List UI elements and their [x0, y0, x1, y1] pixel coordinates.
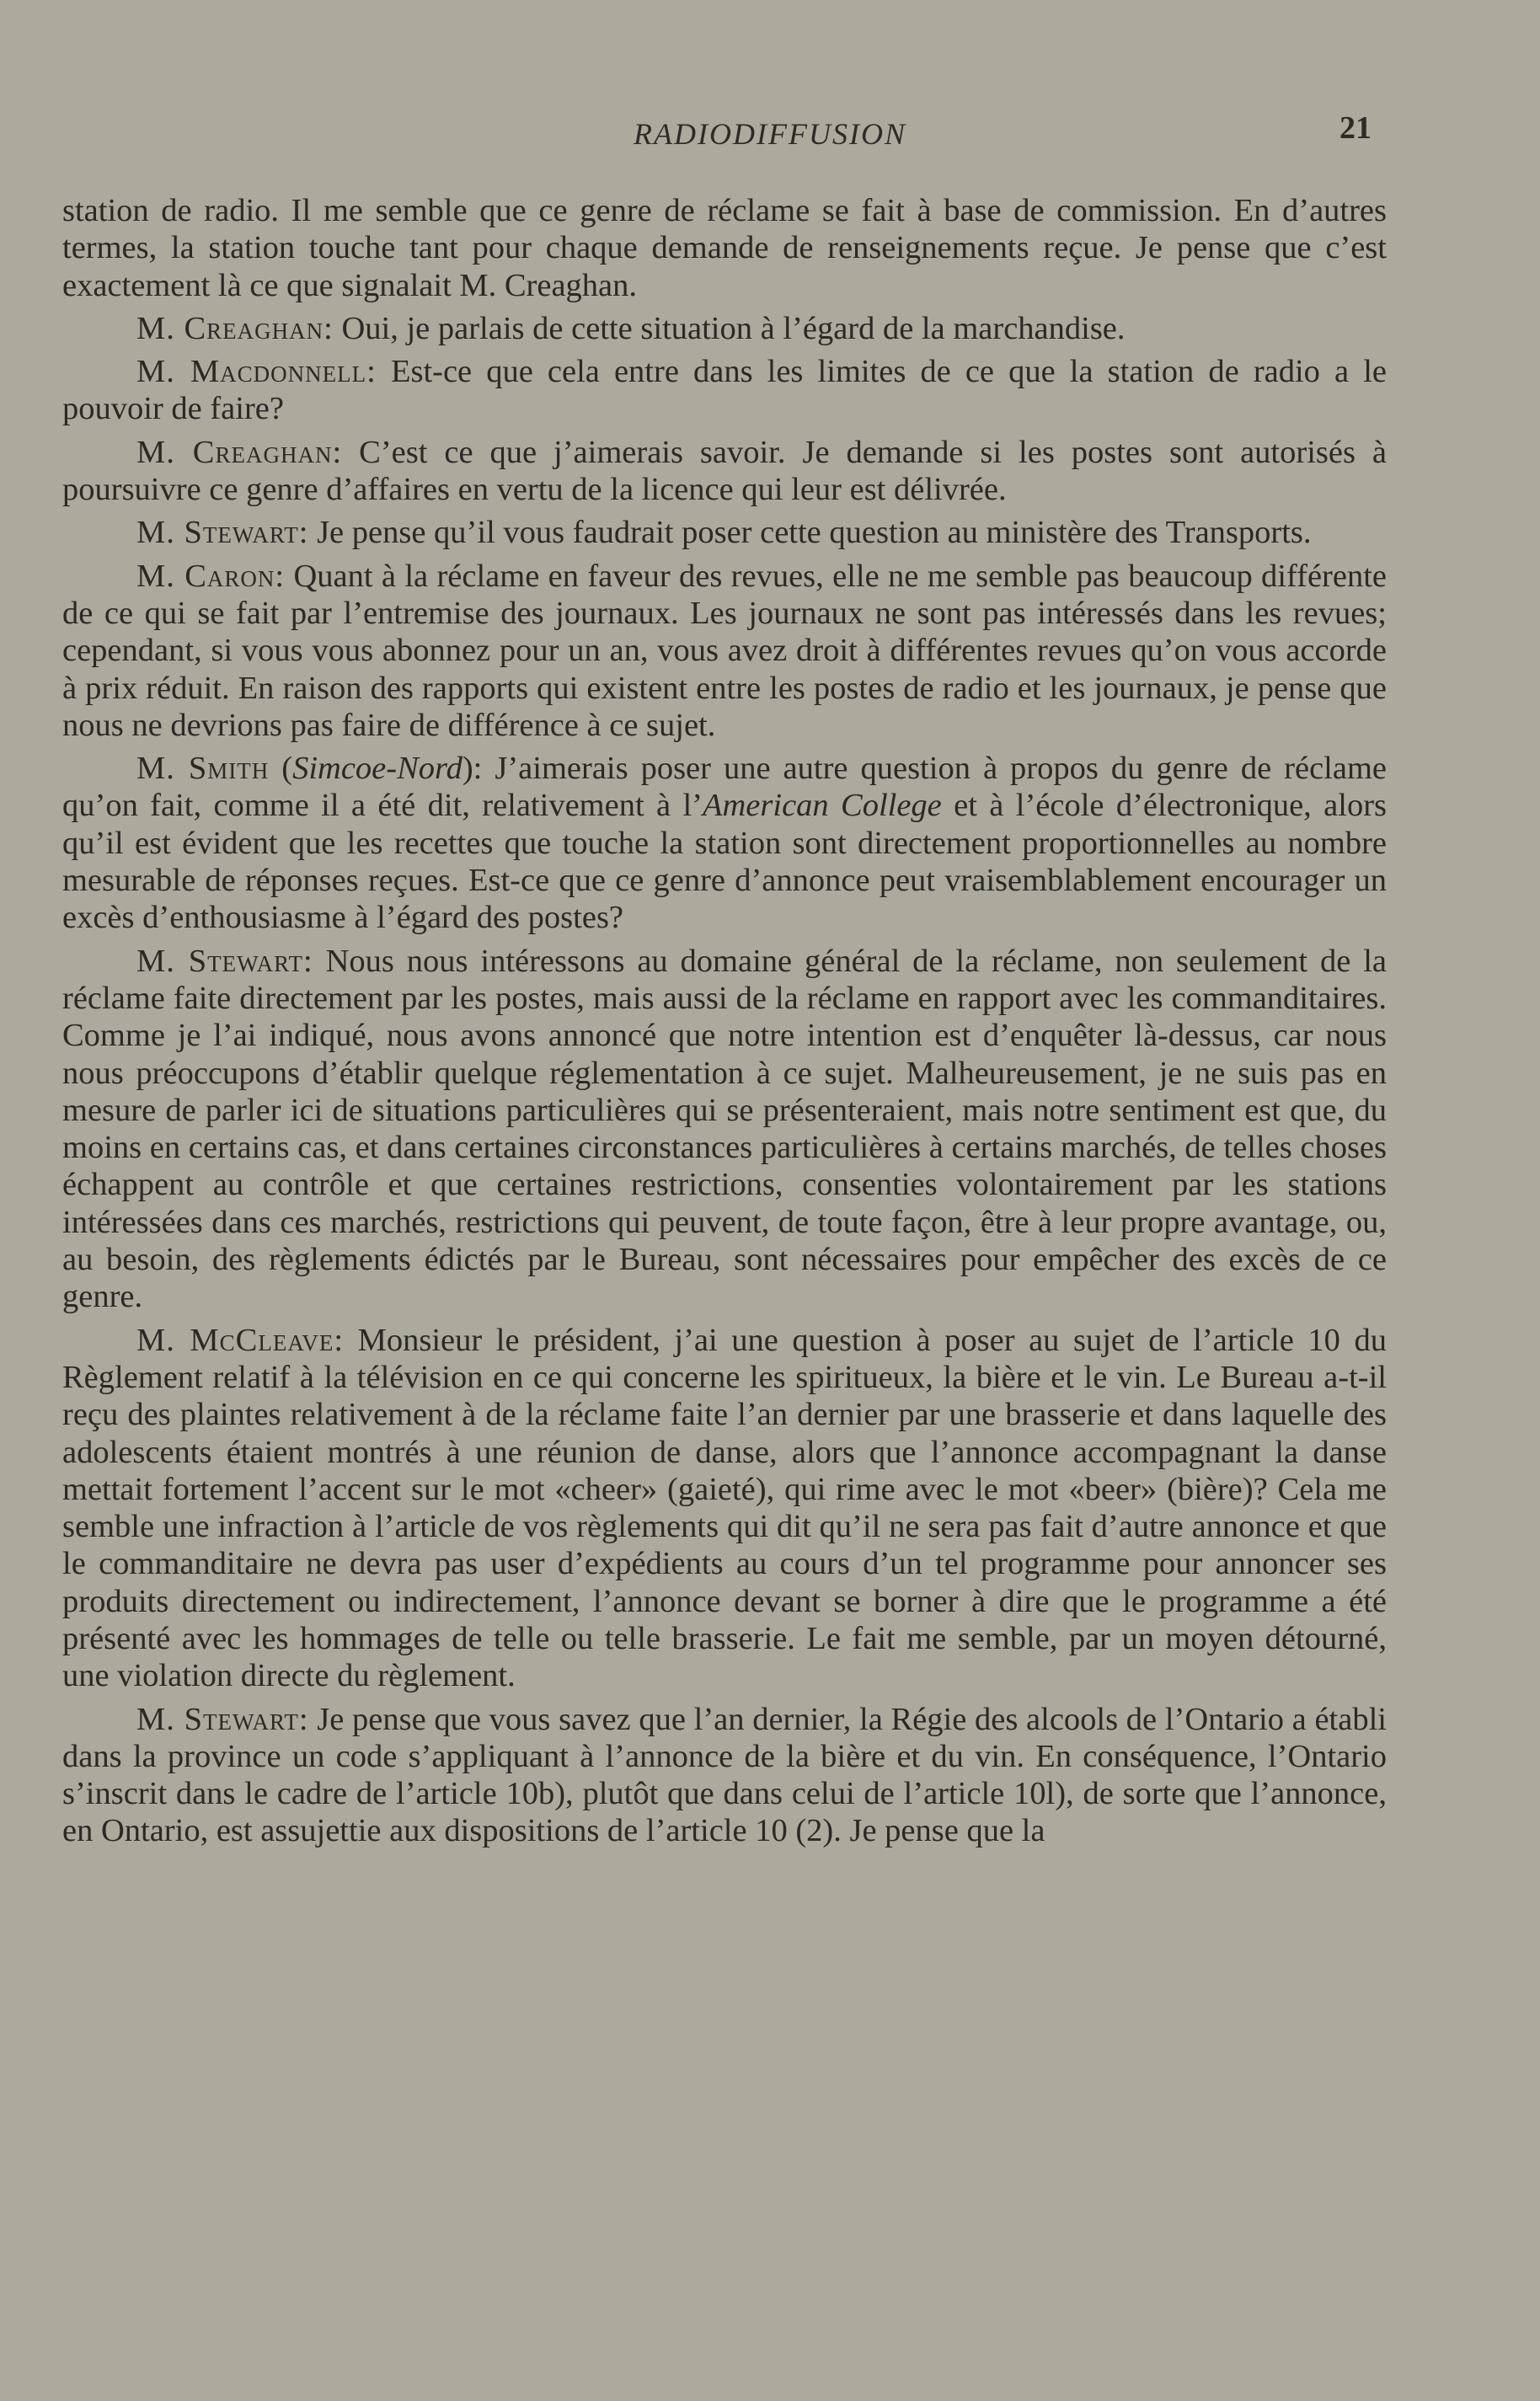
paragraph-text: Quant à la réclame en faveur des revues, elle ne me semble pas beaucoup différente de ce qui se fait par l’entremise des journaux. Les journaux ne sont pas intéressés dans les revues; cependant, si vous vous abonnez pour un an, vous avez droit à différentes revues qu’on vous accorde à prix réduit. En raison des rapports qui existent entre les postes de radio et les journaux, je pense que nous ne devrions pas faire de différence à ce sujet. [62, 558, 1387, 743]
paragraph-text: Je pense que vous savez que l’an dernier, la Régie des alcools de l’Ontario a établi dans la province un code s’appliquant à l’annonce de la bière et du vin. En conséquence, l’Ontario s’inscrit dans le cadre de l’article 10b), plutôt que dans celui de l’article 10l), de sorte que l’annonce, en Ontario, est assujettie aux dispositions de l’article 10 (2). Je pense que la [62, 1701, 1387, 1849]
paragraph [62, 514, 1387, 551]
paragraph [62, 943, 1387, 1316]
italic-institution: American College [702, 788, 942, 824]
paragraph [62, 192, 1387, 304]
speaker-name: M. McCleave: [136, 1322, 345, 1358]
speaker-name: M. Stewart: [136, 1701, 309, 1737]
paragraph-text: : J’aimerais poser une autre question à propos du genre de réclame qu’on fait, comme il a été dit, relativement à l’ [62, 751, 1387, 824]
speaker-name: M. Caron: [136, 558, 286, 594]
paragraph-text: Je pense qu’il vous faudrait poser cette question au ministère des Transports. [308, 515, 1312, 551]
paragraph [62, 1701, 1387, 1850]
riding-name: Simcoe-Nord [292, 751, 463, 787]
paragraph: M. Smith (Simcoe-Nord): J’aimerais poser une autre question à propos du genre de réclame qu’on fait, comme il a été dit, relativement à l’American College et à l’école d’électronique, alors qu’il est évident que les recettes que touche la station sont directement proportionnelles au nombre mesurable de réponses reçues. Est-ce que ce genre d’annonce peut vraisemblablement encourager un excès d’enthousiasme à l’égard des postes? [62, 751, 1387, 936]
speaker-name: M. Stewart: [136, 515, 309, 551]
paragraph [62, 1322, 1387, 1695]
body-text [62, 192, 1387, 1856]
paragraph-text: Monsieur le président, j’ai une question à poser au sujet de l’article 10 du Règlement relatif à la télévision en ce qui concerne les spiritueux, la bière et le vin. Le Bureau a-t-il reçu des plaintes relativement à de la réclame faite l’an dernier par une brasserie et dans laquelle des adolescents étaient montrés à une réunion de danse, alors que l’annonce accompagnant la danse mettait fortement l’accent sur le mot «cheer» (gaieté), qui rime avec le mot «beer» (bière)? Cela me semble une infraction à l’article de vos règlements qui dit qu’il ne sera pas fait d’autre annonce et que le commanditaire ne devra pas user d’expédients au cours d’un tel programme pour annoncer ses produits directement ou indirectement, l’annonce devant se borner à dire que le programme a été présenté avec les hommages de telle ou telle brasserie. Le fait me semble, par un moyen détourné, une violation directe du règlement. [62, 1322, 1387, 1694]
paragraph-text: Nous nous intéressons au domaine général de la réclame, non seulement de la réclame faite directement par les postes, mais aussi de la réclame en rapport avec les commanditaires. Comme je l’ai indiqué, nous avons annoncé que notre intention est d’enquêter là-dessus, car nous nous préoccupons d’établir quelque réglementation à ce sujet. Malheureusement, je ne suis pas en mesure de parler ici de situations particulières qui se présenteraient, mais notre sentiment est que, du moins en certains cas, et dans certaines circonstances particulières à certains marchés, de telles choses échappent au contrôle et que certaines restrictions, consenties volontairement par les stations intéressées dans ces marchés, restrictions qui peuvent, de toute façon, être à leur propre avantage, ou, au besoin, des règlements édictés par le Bureau, sont nécessaires pour empêcher des excès de ce genre. [62, 943, 1387, 1315]
speaker-name: M. Creaghan: [136, 310, 334, 346]
paragraph [62, 310, 1387, 347]
paragraph-text: station de radio. Il me semble que ce genre de réclame se fait à base de commission. En d’autres termes, la station touche tant pour chaque demande de renseignements reçue. Je pense que c’est exactement là ce que signalait M. Creaghan. [62, 193, 1387, 303]
page-number: 21 [1339, 110, 1372, 146]
speaker-name: M. Macdonnell: [136, 354, 377, 390]
speaker-name: M. Smith [136, 751, 270, 787]
paragraph [62, 434, 1387, 509]
paragraph-text: C’est ce que j’aimerais savoir. Je demande si les postes sont autorisés à poursuivre ce genre d’affaires en vertu de la licence qui leur est délivrée. [62, 434, 1387, 508]
paragraph-text: Oui, je parlais de cette situation à l’égard de la marchandise. [333, 310, 1126, 346]
paragraph-text: Est-ce que cela entre dans les limites de ce que la station de radio a le pouvoir de faire? [62, 354, 1387, 427]
speaker-name: M. Stewart: [136, 943, 313, 979]
page-header [0, 110, 1540, 167]
paragraph [62, 558, 1387, 744]
running-title: RADIODIFFUSION [634, 117, 906, 151]
paragraph-text-continued: et à l’école d’électronique, alors qu’il est évident que les recettes que touche la station sont directement proportionnelles au nombre mesurable de réponses reçues. Est-ce que ce genre d’annonce peut vraisemblablement encourager un excès d’enthousiasme à l’égard des postes? [62, 788, 1387, 936]
speaker-name: M. Creaghan: [136, 434, 343, 470]
paragraph [62, 353, 1387, 428]
